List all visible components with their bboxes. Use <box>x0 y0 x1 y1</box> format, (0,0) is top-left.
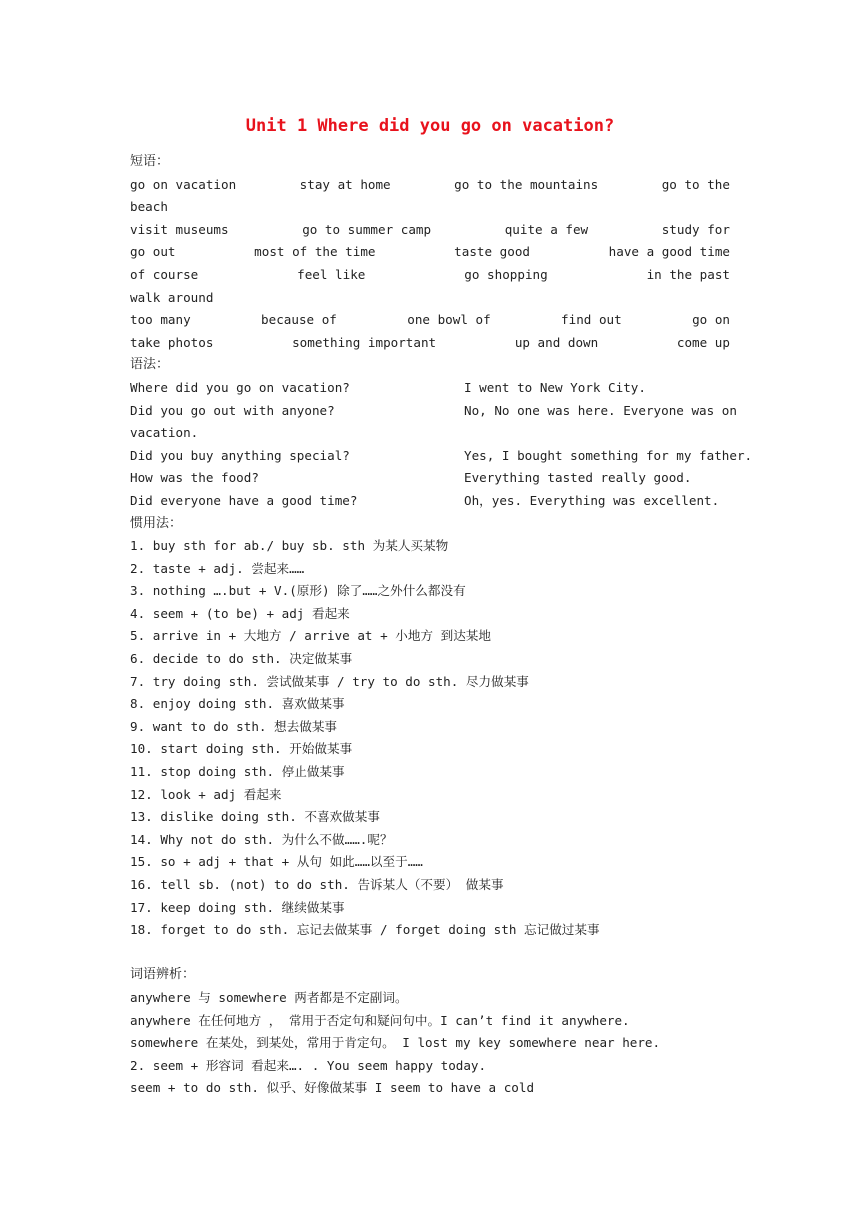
phrase-item: find out <box>561 312 622 328</box>
usage-item: 17. keep doing sth. 继续做某事 <box>130 899 345 915</box>
grammar-line <box>130 467 730 490</box>
analysis-line: anywhere 与 somewhere 两者都是不定副词。 <box>130 989 408 1005</box>
phrase-item: taste good <box>454 244 530 260</box>
grammar-answer: No, No one was here. Everyone was on <box>464 402 737 418</box>
phrase-item: stay at home <box>299 176 391 192</box>
phrase-item: go shopping <box>464 266 548 282</box>
page-title: Unit 1 Where did you go on vacation? <box>245 116 615 136</box>
usage-item: 14. Why not do sth. 为什么不做…….呢？ <box>130 831 393 847</box>
phrase-item: walk around <box>130 289 214 305</box>
analysis-line: anywhere 在任何地方 ， 常用于否定句和疑问句中。I can’t find it anywhere. <box>130 1012 630 1028</box>
grammar-question: vacation. <box>130 425 199 441</box>
usage-item: 4. seem + (to be) + adj 看起来 <box>130 605 350 621</box>
section-gap <box>130 942 730 965</box>
usage-item: 15. so + adj + that + 从句 如此……以至于…… <box>130 854 423 870</box>
usage-item: 11. stop doing sth. 停止做某事 <box>130 764 345 780</box>
phrase-item: have a good time <box>608 244 730 260</box>
grammar-question: Did you buy anything special? <box>130 447 350 463</box>
usage-list <box>130 535 730 942</box>
phrase-item: something important <box>292 334 437 350</box>
usage-item: 12. look + adj 看起来 <box>130 786 282 802</box>
usage-item: 5. arrive in + 大地方 / arrive at + 小地方 到达某地 <box>130 628 491 644</box>
phrase-row <box>130 287 730 310</box>
analysis-line: seem + to do sth. 似乎、好像做某事 I seem to have a cold <box>130 1080 535 1096</box>
phrase-row <box>130 174 730 197</box>
usage-item: 8. enjoy doing sth. 喜欢做某事 <box>130 696 345 712</box>
usage-item: 3. nothing ….but + V.(原形) 除了……之外什么都没有 <box>130 583 466 599</box>
usage-item: 1. buy sth for ab./ buy sb. sth 为某人买某物 <box>130 538 449 554</box>
usage-heading: 惯用法： <box>130 515 183 531</box>
grammar-answer: Everything tasted really good. <box>464 470 692 486</box>
phrase-item: study for <box>661 221 730 237</box>
grammar-answer: I went to New York City. <box>464 379 646 395</box>
phrase-item: beach <box>130 199 168 215</box>
grammar-question: How was the food? <box>130 470 259 486</box>
analysis-list <box>130 987 730 1100</box>
phrase-item: one bowl of <box>407 312 491 328</box>
grammar-heading: 语法： <box>130 357 170 373</box>
phrase-item: come up <box>676 334 730 350</box>
grammar-line <box>130 422 730 445</box>
analysis-line: somewhere 在某处，到某处，常用于肯定句。 I lost my key somewhere near here. <box>130 1035 661 1051</box>
usage-item: 16. tell sb. (not) to do sth. 告诉某人（不要） 做某事 <box>130 877 504 892</box>
phrase-item: most of the time <box>254 244 376 260</box>
phrase-item: go to summer camp <box>302 221 432 237</box>
grammar-answer: Oh，yes. Everything was excellent. <box>464 492 720 508</box>
phrase-row <box>130 196 730 219</box>
analysis-line: 2. seem + 形容词 看起来…. . You seem happy today. <box>130 1057 487 1073</box>
grammar-line <box>130 490 730 513</box>
usage-item: 18. forget to do sth. 忘记去做某事 / forget doing sth 忘记做过某事 <box>130 922 600 938</box>
grammar-list <box>130 377 753 513</box>
grammar-question: Did you go out with anyone? <box>130 402 335 418</box>
grammar-question: Where did you go on vacation? <box>130 379 350 395</box>
phrase-item: go to the mountains <box>454 176 599 192</box>
phrase-row <box>130 309 730 332</box>
phrase-item: go out <box>130 244 176 260</box>
grammar-question: Did everyone have a good time? <box>130 492 358 508</box>
usage-item: 13. dislike doing sth. 不喜欢做某事 <box>130 809 380 825</box>
grammar-line <box>130 445 753 468</box>
phrase-item: because of <box>261 312 337 328</box>
phrase-item: in the past <box>646 266 730 282</box>
usage-item: 6. decide to do sth. 决定做某事 <box>130 651 353 667</box>
usage-item: 9. want to do sth. 想去做某事 <box>130 718 338 734</box>
phrases-heading: 短语： <box>130 154 170 169</box>
grammar-line <box>130 377 730 400</box>
grammar-answer: Yes, I bought something for my father. <box>464 447 753 463</box>
phrase-item: quite a few <box>504 221 589 237</box>
phrase-item: of course <box>130 266 199 282</box>
analysis-heading: 词语辨析： <box>130 967 196 983</box>
usage-item: 10. start doing sth. 开始做某事 <box>130 741 353 757</box>
phrase-row <box>130 332 730 355</box>
usage-item: 7. try doing sth. 尝试做某事 / try to do sth. 尽力做某事 <box>130 673 529 689</box>
document-body <box>130 151 753 1100</box>
phrase-item: go on vacation <box>130 176 237 192</box>
usage-item: 2. taste + adj. 尝起来…… <box>130 560 305 576</box>
phrase-item: take photos <box>130 334 214 350</box>
grammar-line <box>130 400 737 423</box>
phrase-item: too many <box>130 312 191 328</box>
phrase-list <box>130 174 730 355</box>
phrase-item: feel like <box>297 266 366 282</box>
phrase-item: go on <box>692 312 730 328</box>
phrase-row <box>130 241 730 264</box>
phrase-item: up and down <box>514 334 599 350</box>
phrase-item: go to the <box>661 176 730 192</box>
phrase-item: visit museums <box>130 221 229 237</box>
phrase-row <box>130 264 730 287</box>
phrase-row <box>130 219 730 242</box>
